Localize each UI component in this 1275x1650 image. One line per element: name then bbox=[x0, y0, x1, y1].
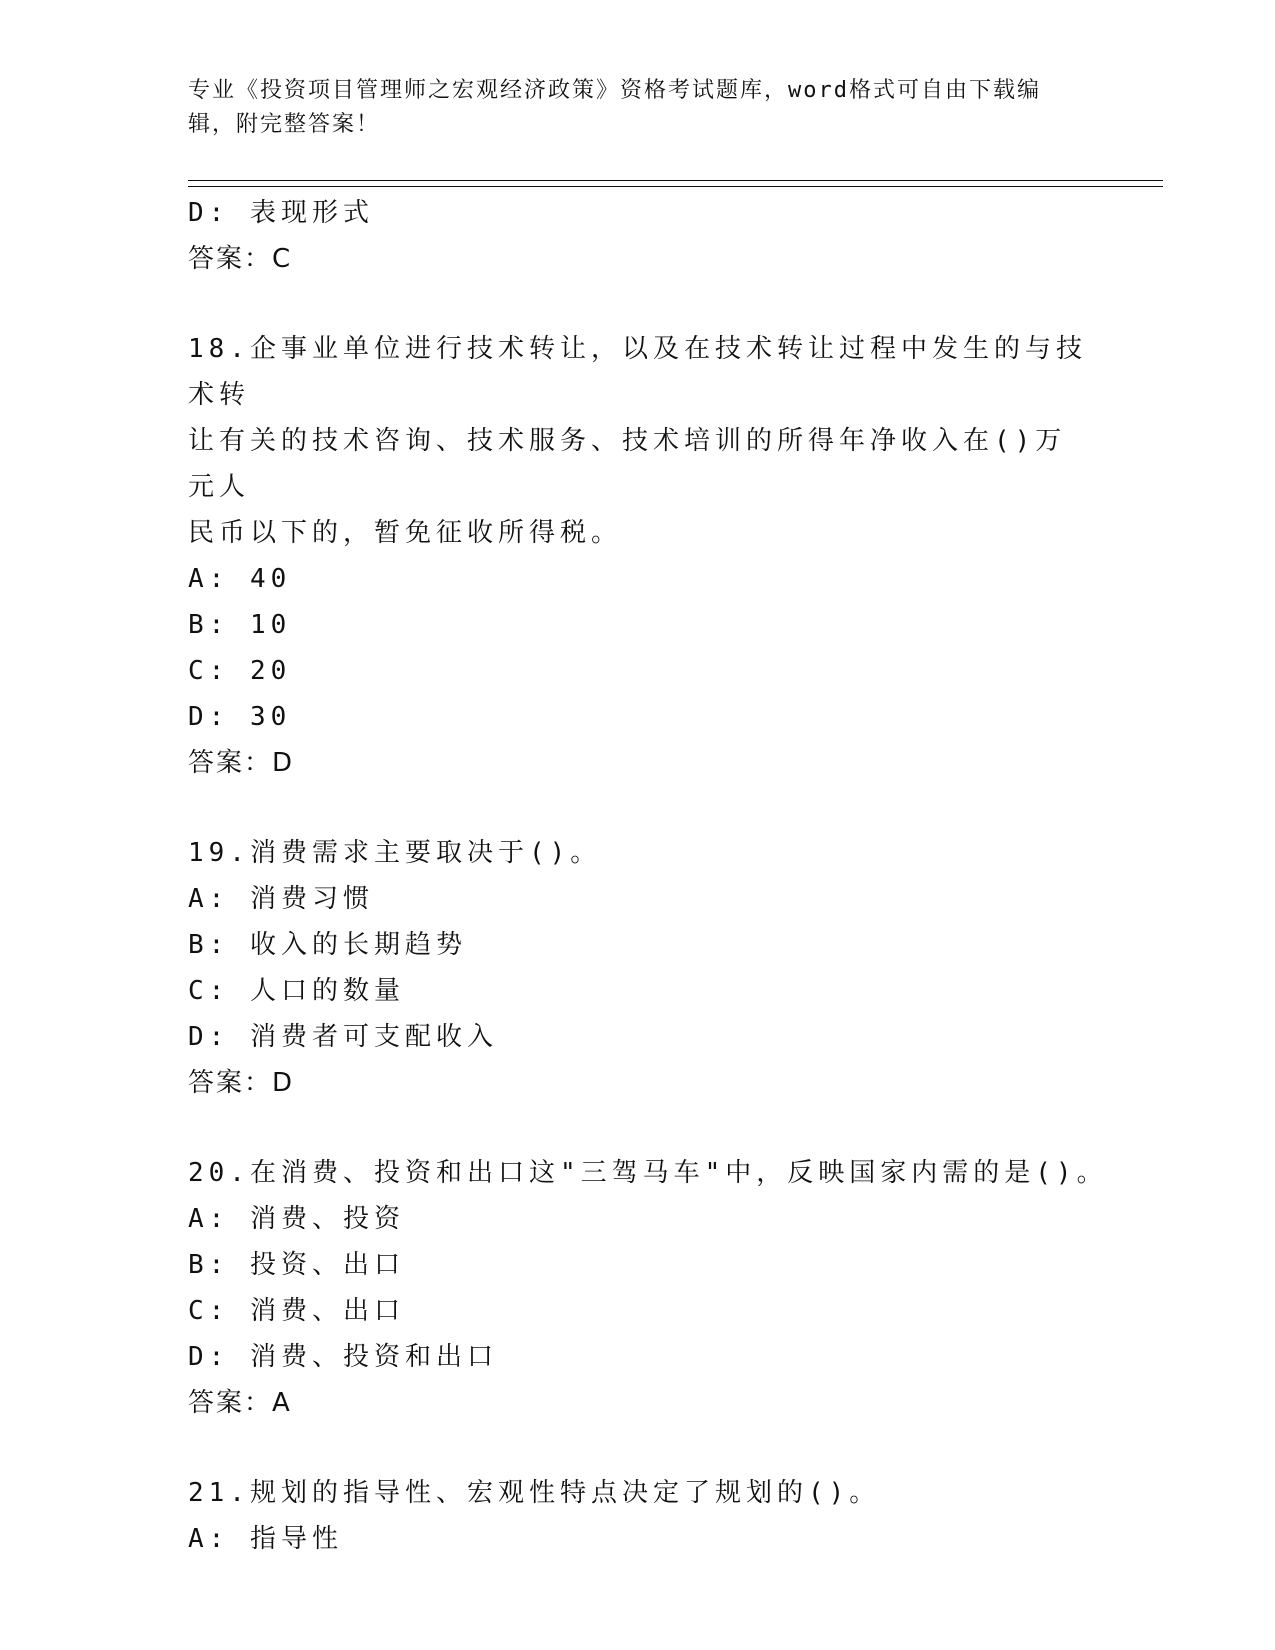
document-header bbox=[188, 74, 1088, 142]
answer-line: 答案：D bbox=[188, 1068, 295, 1098]
header-line: 辑，附完整答案！ bbox=[188, 112, 381, 137]
option-a: A: 消费习惯 bbox=[188, 884, 374, 914]
option-d: D: 表现形式 bbox=[188, 198, 374, 228]
question-line: 18.企事业单位进行技术转让，以及在技术转让过程中发生的与技术转 bbox=[188, 334, 1087, 410]
option-d: D: 30 bbox=[188, 702, 292, 732]
header-divider bbox=[188, 180, 1163, 181]
option-d: D: 消费者可支配收入 bbox=[188, 1022, 498, 1052]
option-c: C: 消费、出口 bbox=[188, 1296, 405, 1326]
answer-line: 答案：A bbox=[188, 1388, 292, 1418]
option-a: A: 40 bbox=[188, 564, 292, 594]
question-19 bbox=[188, 830, 1088, 1106]
header-line: 专业《投资项目管理师之宏观经济政策》资格考试题库，word格式可自由下载编 bbox=[188, 78, 1041, 103]
option-d: D: 消费、投资和出口 bbox=[188, 1342, 498, 1372]
option-b: B: 10 bbox=[188, 610, 292, 640]
question-21 bbox=[188, 1470, 1088, 1562]
option-b: B: 投资、出口 bbox=[188, 1250, 405, 1280]
answer-line: 答案：C bbox=[188, 244, 293, 274]
question-text: 21.规划的指导性、宏观性特点决定了规划的()。 bbox=[188, 1478, 881, 1508]
option-c: C: 人口的数量 bbox=[188, 976, 405, 1006]
option-c: C: 20 bbox=[188, 656, 292, 686]
question-18 bbox=[188, 326, 1088, 786]
answer-line: 答案：D bbox=[188, 748, 295, 778]
option-b: B: 收入的长期趋势 bbox=[188, 930, 467, 960]
option-a: A: 消费、投资 bbox=[188, 1204, 405, 1234]
question-line: 让有关的技术咨询、技术服务、技术培训的所得年净收入在()万元人 bbox=[188, 426, 1067, 502]
question-text: 20.在消费、投资和出口这"三驾马车"中，反映国家内需的是()。 bbox=[188, 1158, 1108, 1188]
question-content bbox=[188, 190, 1108, 1562]
question-line: 民币以下的，暂免征收所得税。 bbox=[188, 518, 623, 548]
option-a: A: 指导性 bbox=[188, 1524, 343, 1554]
header-divider bbox=[188, 186, 1163, 187]
question-text: 19.消费需求主要取决于()。 bbox=[188, 838, 602, 868]
question-20 bbox=[188, 1150, 1108, 1426]
question-text bbox=[188, 326, 1088, 556]
